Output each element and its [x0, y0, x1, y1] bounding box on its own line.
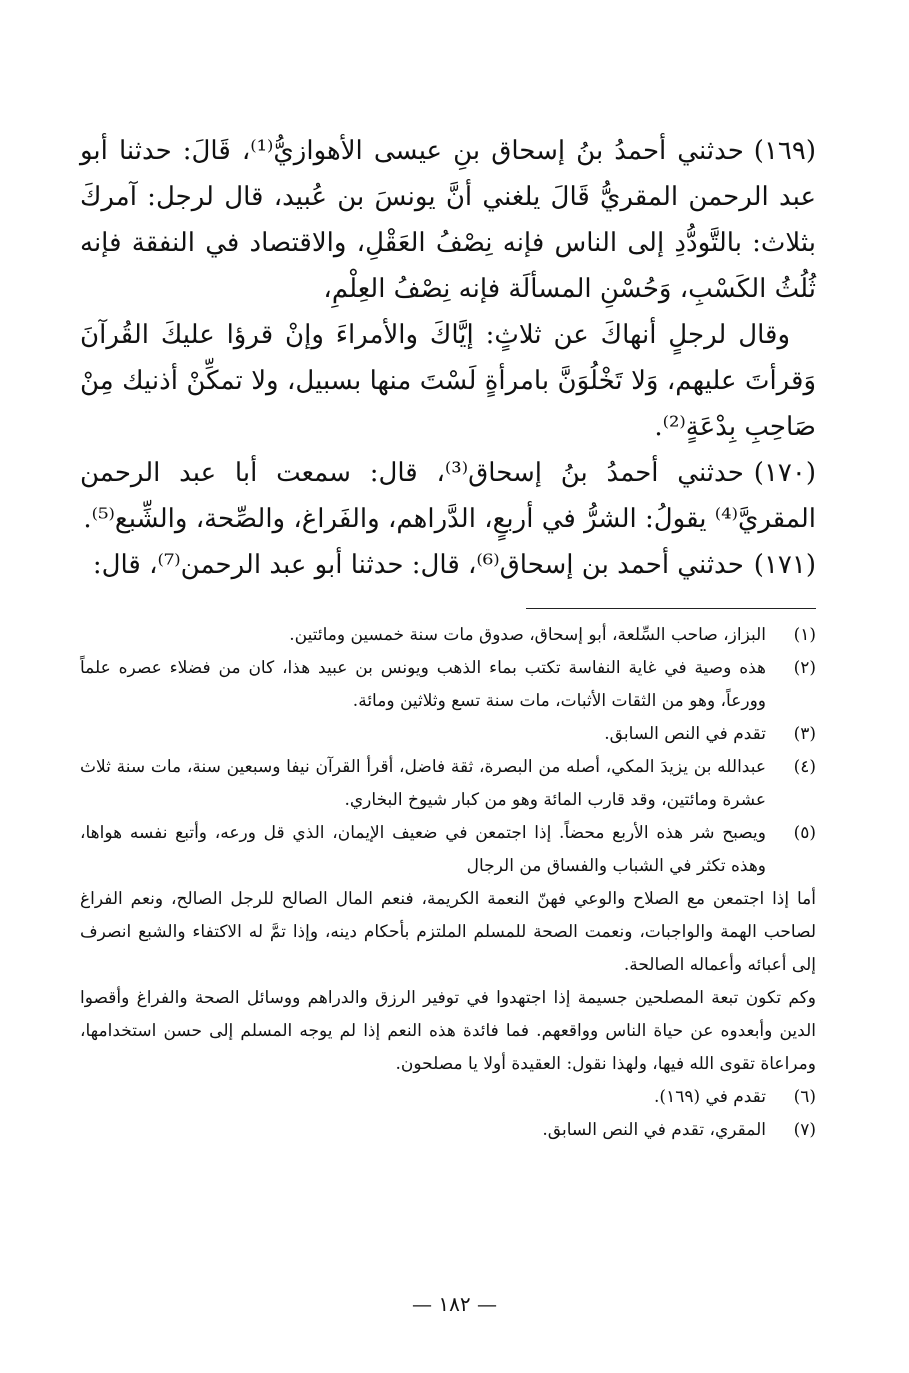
- page-body: [80, 128, 816, 1147]
- footnote-6: [80, 1081, 816, 1114]
- narration-text: حدثني أحمدُ بنُ إسحاق⁽³⁾، قال: سمعت أبا عبد الرحمن المقريَّ⁽⁴⁾ يقولُ: الشرُّ في أربعٍ، الدَّراهم، والفَراغ، والصِّحة، والشِّبع⁽⁵⁾.: [80, 458, 816, 534]
- footnote-number: (٤): [793, 757, 816, 777]
- footnote-text: المقري، تقدم في النص السابق.: [542, 1120, 766, 1140]
- footnote-number: (١): [793, 625, 816, 645]
- footnote-divider: [526, 608, 816, 609]
- footnote-number: (٧): [793, 1120, 816, 1140]
- footnote-7: [80, 1114, 816, 1147]
- narration-number: (١٧٠): [753, 458, 816, 488]
- footnote-text: تقدم في النص السابق.: [604, 724, 766, 744]
- footnote-number: (٦): [793, 1087, 816, 1107]
- footnote-number: (٥): [793, 823, 816, 843]
- footnote-text: عبدالله بن يزيدَ المكي، أصله من البصرة، ثقة فاضل، أقرأ القرآن نيفا وسبعين سنة، مات سنة ثلاث عشرة ومائتين، وقد قارب المائة وهو من كبار شيوخ البخاري.: [80, 757, 766, 810]
- narration-170: [80, 450, 816, 542]
- footnote-text: ويصبح شر هذه الأربع محضاً. إذا اجتمعن في ضعيف الإيمان، الذي قل ورعه، وأتبع نفسه هواها، وهذه تكثر في الشباب والفساق من الرجال: [80, 823, 766, 876]
- footnote-text: هذه وصية في غاية النفاسة تكتب بماء الذهب ويونس بن عبيد هذا، كان من فضلاء عصره علماً وورعاً، وهو من الثقات الأثبات، مات سنة تسع وثلاثين ومائة.: [80, 658, 766, 711]
- narration-number: (١٧١): [753, 550, 816, 580]
- footnote-3: [80, 718, 816, 751]
- footnote-5: [80, 817, 816, 883]
- main-text: [80, 128, 816, 588]
- narration-169: [80, 128, 816, 312]
- footnote-number: (٣): [793, 724, 816, 744]
- footnotes: [80, 619, 816, 1147]
- narration-number: (١٦٩): [753, 136, 817, 166]
- narration-text: حدثني أحمدُ بنُ إسحاق بنِ عيسى الأهوازيُّ⁽¹⁾، قَالَ: حدثنا أبو عبد الرحمن المقريُّ قَالَ يلغني أنَّ يونسَ بن عُبيد، قال لرجل: آمركَ بثلاث: بالتَّودُّدِ إلى الناس فإنه نِصْفُ العَقْلِ، والاقتصاد في النفقة فإنه ثُلُثُ الكَسْبِ، وَحُسْنِ المسألَة فإنه نِصْفُ العِلْمِ،: [80, 136, 816, 304]
- narration-171: [80, 542, 816, 588]
- footnote-4: [80, 751, 816, 817]
- footnote-1: [80, 619, 816, 652]
- footnote-5-paragraph: أما إذا اجتمعن مع الصلاح والوعي فهنّ النعمة الكريمة، فنعم المال الصالح للرجل الصالح، ونعم الفراغ لصاحب الهمة والواجبات، ونعمت الصحة للمسلم الملتزم بأحكام دينه، وإذا تمَّ له الاكتفاء والشبع انصرف إلى أعبائه وأعماله الصالحة.: [80, 889, 816, 975]
- footnote-number: (٢): [793, 658, 816, 678]
- footnote-2: [80, 652, 816, 718]
- page-number: — ١٨٢ —: [412, 1292, 497, 1316]
- narration-169-continuation: وقال لرجلٍ أنهاكَ عن ثلاثٍ: إيَّاكَ والأمراءَ وإنْ قرؤا عليكَ القُرآنَ وَقرأتَ عليهم، وَلا تَخْلُوَنَّ بامرأةٍ لَسْتَ منها بسبيل، ولا تمكِّنْ أذنيك مِنْ صَاحِبِ بِدْعَةٍ⁽²⁾.: [80, 320, 816, 442]
- footnote-5-paragraph: وكم تكون تبعة المصلحين جسيمة إذا اجتهدوا في توفير الرزق والدراهم ووسائل الصحة والفراغ وأقصوا الدين وأبعدوه عن حياة الناس وواقعهم. فما فائدة هذه النعم إذا لم يوجه المسلم إلى حسن استخدامها، ومراعاة تقوى الله فيها، ولهذا نقول: العقيدة أولا يا مصلحون.: [80, 988, 816, 1074]
- narration-text: حدثني أحمد بن إسحاق⁽⁶⁾، قال: حدثنا أبو عبد الرحمن⁽⁷⁾، قال:: [92, 550, 744, 580]
- footnote-text: تقدم في (١٦٩).: [654, 1087, 766, 1107]
- footnote-text: البزاز، صاحب السِّلعة، أبو إسحاق، صدوق مات سنة خمسين ومائتين.: [289, 625, 766, 645]
